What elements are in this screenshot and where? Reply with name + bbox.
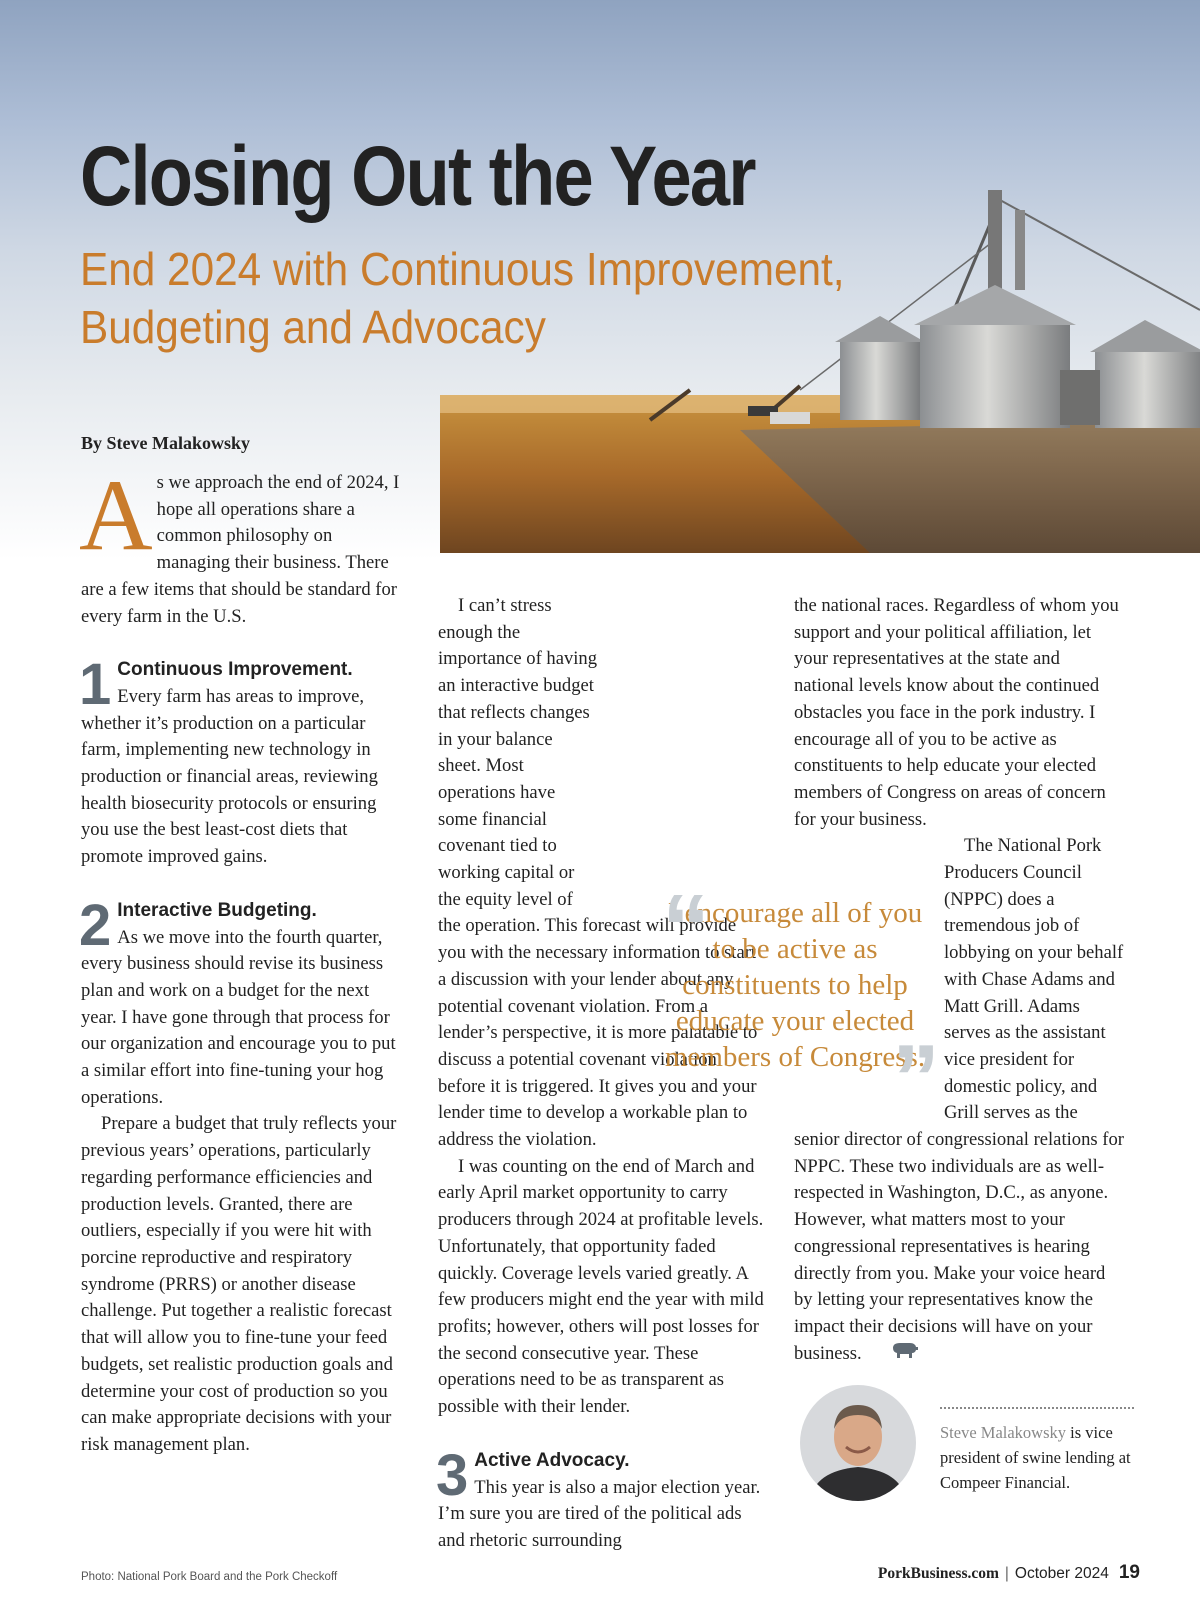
pig-icon	[870, 1341, 918, 1368]
intro-paragraph	[79, 459, 408, 630]
page-footer	[878, 1562, 1140, 1584]
section-2-number: 2	[79, 892, 112, 958]
column-3-paragraph-2-text: The National Pork Producers Council (NPPC) does a tremendous job of lobbying on your behalf with Chase Adams and Matt Grill. Adams serves as the assistant vice president for domestic policy, and Grill serves as the senior director of congressional relations for NPPC. These two individuals are as well-respected in Washington, D.C., as anyone. However, what matters most to your congressional representatives is hearing directly from you. Make your voice heard by letting your representatives know the impact their decisions will have on your business.	[794, 835, 1124, 1364]
bio-divider	[940, 1407, 1134, 1409]
footer-separator: |	[1004, 1565, 1009, 1582]
intro-text: s we approach the end of 2024, I hope all operations share a common philosophy on managing their business. There are a few items that should be standard for every farm in the U.S.	[81, 472, 400, 627]
author-bio	[940, 1420, 1140, 1495]
author-photo	[800, 1385, 916, 1501]
section-1-text: Every farm has areas to improve, whether it’s production on a particular farm, implementing new technology in production or financial areas, reviewing health biosecurity protocols or ensuring you use the best least-cost diets that promote improved gains.	[81, 685, 378, 868]
section-3-number: 3	[436, 1442, 469, 1508]
article-subtitle: End 2024 with Continuous Improvement, Budgeting and Advocacy	[80, 243, 845, 353]
section-3-title: Active Advocacy.	[474, 1449, 630, 1471]
pullquote-wrap-spacer	[598, 593, 768, 908]
column-2-paragraph-1-text: I can’t stress enough the importance of having an interactive budget that reflects changes in your balance sheet. Most operations have some financial covenant tied to working capital or the equity level of the operation. This forecast will provide you with the necessary information to start a discussion with your lender about any potential covenant violation. From a lender’s perspective, it is more palatable to discuss a potential covenant violation before it is triggered. It gives you and your lender time to develop a workable plan to address the violation.	[438, 595, 758, 1151]
close-quote-icon: ”	[892, 1025, 940, 1132]
column-2-paragraph-2: I was counting on the end of March and early April market opportunity to carry producers through 2024 at profitable levels. Unfortunately, that opportunity faded quickly. Coverage levels varied greatly. A few producers might end the year with mild profits; however, others will post losses for the second consecutive year. These operations need to be as transparent as possible with their lender.	[438, 1155, 764, 1418]
section-2-text: As we move into the fourth quarter, every business should revise its business plan and work on a budget for the next year. I have gone through that process for our organization and encourage you to put a similar effort into fine-tuning your hog operations.	[81, 926, 396, 1108]
section-1-number: 1	[79, 652, 112, 718]
section-2-paragraph-2: Prepare a budget that truly reflects your previous years’ operations, particularly regarding performance efficiencies and production levels. Granted, there are outliers, especially if you were hit with porcine reproductive and respiratory syndrome (PRRS) or another disease challenge. Put together a realistic forecast that will allow you to fine-tune your feed budgets, set realistic production goals and determine your cost of production so you can make appropriate decisions with your risk management plan.	[81, 1113, 397, 1455]
section-3-paragraph	[436, 1442, 768, 1555]
drop-cap: A	[79, 459, 153, 572]
footer-site: PorkBusiness.com	[877, 1565, 999, 1582]
column-1	[79, 459, 408, 1459]
pull-quote-text: I encourage all of you to be active as constituents to help educate your elected members of Congress.	[664, 897, 926, 1073]
page-number: 19	[1118, 1562, 1140, 1583]
pull-quote	[662, 875, 940, 1132]
section-2-title: Interactive Budgeting.	[117, 899, 317, 921]
section-1-title: Continuous Improvement.	[117, 659, 353, 681]
section-2-paragraph	[79, 892, 408, 1112]
footer-issue: October 2024	[1014, 1565, 1109, 1582]
byline: By Steve Malakowsky	[81, 433, 251, 453]
section-3-text: This year is also a major election year. I’m sure you are tired of the political ads and rhetoric surrounding	[438, 1476, 761, 1551]
column-3-paragraph-1: the national races. Regardless of whom you support and your political affiliation, let your representatives at the state and national levels know about the continued obstacles you face in the pork industry. I encourage all of you to be active as constituents to help educate your elected members of Congress on areas of concern for your business.	[794, 595, 1119, 830]
open-quote-icon: “	[662, 875, 710, 982]
article-title: Closing Out the Year	[80, 129, 755, 223]
photo-credit: Photo: National Pork Board and the Pork Checkoff	[81, 1571, 338, 1583]
author-bio-text: is vice president of swine lending at Compeer Financial.	[940, 1423, 1131, 1492]
author-bio-name: Steve Malakowsky	[940, 1423, 1067, 1442]
section-1-paragraph	[79, 652, 408, 871]
